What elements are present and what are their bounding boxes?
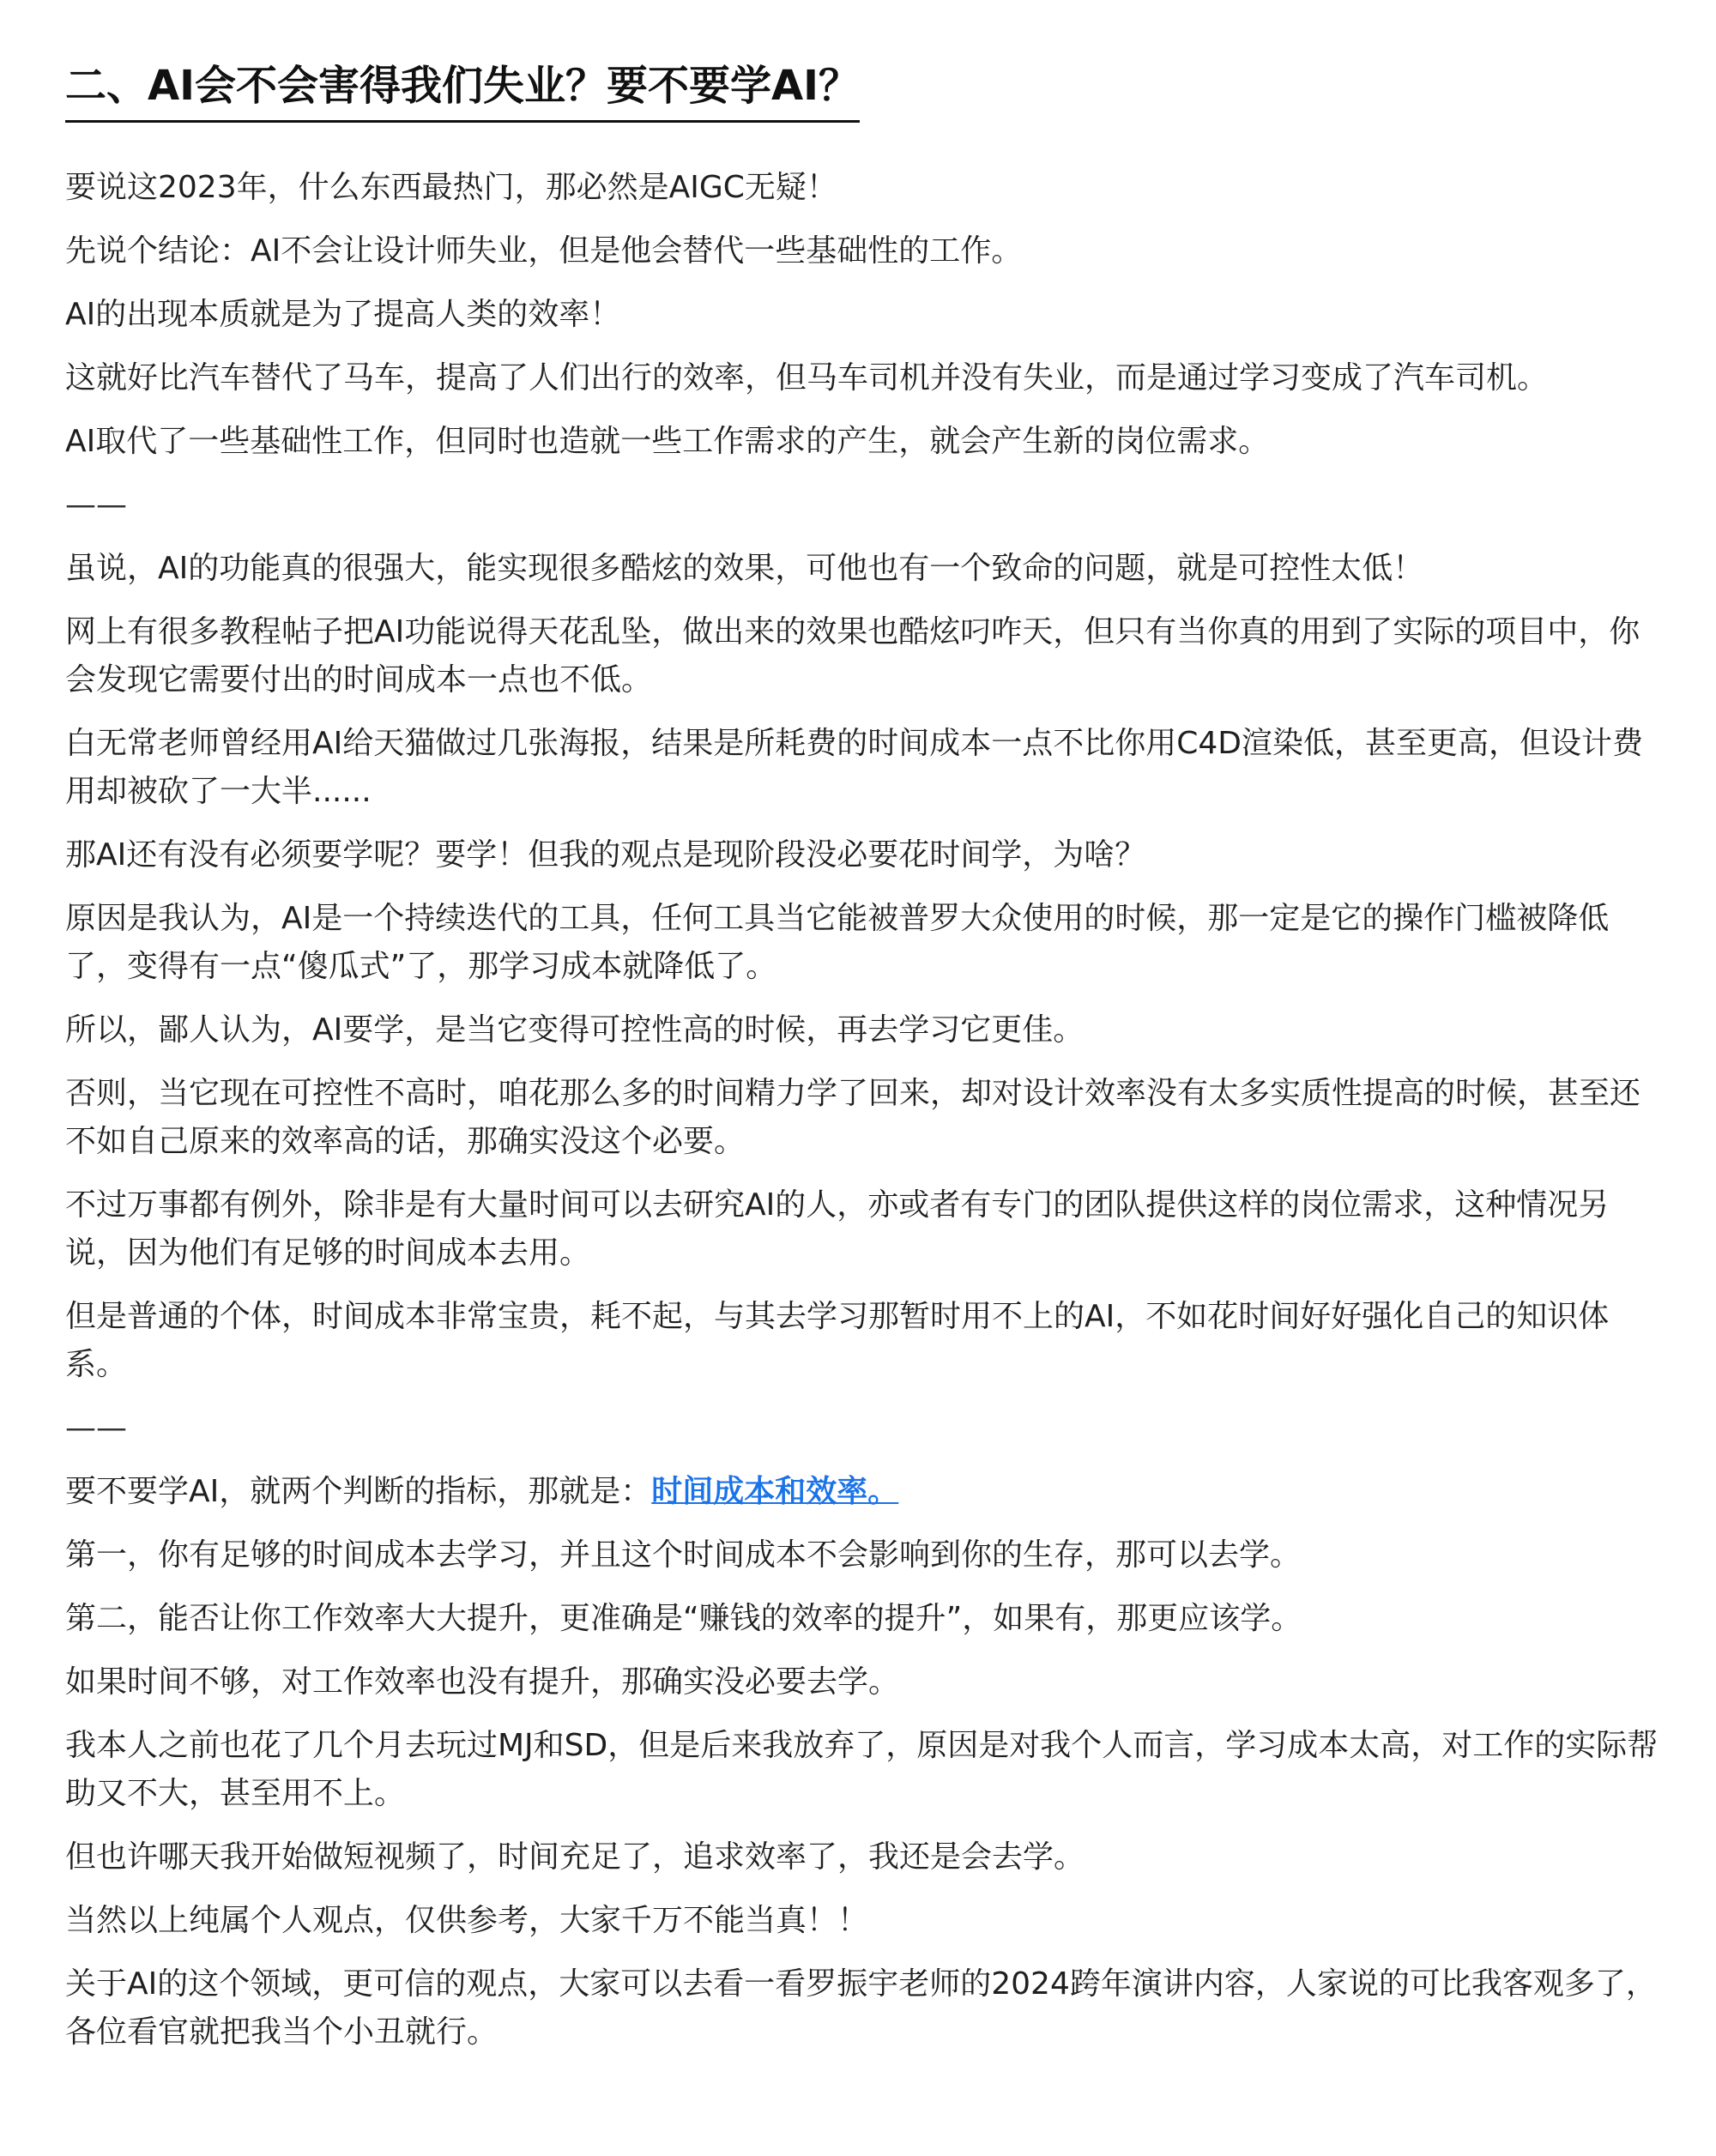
paragraph: 原因是我认为，AI是一个持续迭代的工具，任何工具当它能被普罗大众使用的时候，那一定是它的操作门槛被降低了，变得有一点“傻瓜式”了，那学习成本就降低了。 — [65, 901, 1610, 984]
paragraph: AI的出现本质就是为了提高人类的效率！ — [65, 297, 621, 332]
paragraph: 要说这2023年，什么东西最热门，那必然是AIGC无疑！ — [65, 170, 837, 205]
paragraph: 不过万事都有例外，除非是有大量时间可以去研究AI的人，亦或者有专门的团队提供这样的岗位需求，这种情况另说，因为他们有足够的时间成本去用。 — [65, 1187, 1610, 1271]
article — [65, 51, 1661, 2072]
section-title: 二、AI会不会害得我们失业？要不要学AI？ — [65, 51, 860, 123]
divider: —— — [65, 1410, 127, 1446]
paragraph-text: 要不要学AI，就两个判断的指标，那就是： — [65, 1474, 652, 1509]
paragraph: 虽说，AI的功能真的很强大，能实现很多酷炫的效果，可他也有一个致命的问题，就是可控性太低！ — [65, 551, 1424, 586]
paragraph: 但是普通的个体，时间成本非常宝贵，耗不起，与其去学习那暂时用不上的AI，不如花时间好好强化自己的知识体系。 — [65, 1299, 1610, 1382]
paragraph: 第二，能否让你工作效率大大提升，更准确是“赚钱的效率的提升”，如果有，那更应该学。 — [65, 1601, 1302, 1636]
paragraph: 第一，你有足够的时间成本去学习，并且这个时间成本不会影响到你的生存，那可以去学。 — [65, 1537, 1302, 1573]
highlight-link[interactable]: 时间成本和效率。 — [651, 1474, 899, 1509]
paragraph: 关于AI的这个领域，更可信的观点，大家可以去看一看罗振宇老师的2024跨年演讲内容，人家说的可比我客观多了，各位看官就把我当个小丑就行。 — [65, 1966, 1657, 2050]
paragraph: 但也许哪天我开始做短视频了，时间充足了，追求效率了，我还是会去学。 — [65, 1839, 1085, 1875]
paragraph: AI取代了一些基础性工作，但同时也造就一些工作需求的产生，就会产生新的岗位需求。 — [65, 424, 1270, 459]
paragraph-with-link — [65, 1468, 1661, 1516]
paragraph: 当然以上纯属个人观点，仅供参考，大家千万不能当真！！ — [65, 1903, 869, 1938]
paragraph: 我本人之前也花了几个月去玩过MJ和SD，但是后来我放弃了，原因是对我个人而言，学习成本太高，对工作的实际帮助又不大，甚至用不上。 — [65, 1728, 1659, 1811]
paragraph: 这就好比汽车替代了马车，提高了人们出行的效率，但马车司机并没有失业，而是通过学习变成了汽车司机。 — [65, 360, 1549, 396]
paragraph: 否则，当它现在可控性不高时，咱花那么多的时间精力学了回来，却对设计效率没有太多实质性提高的时候，甚至还不如自己原来的效率高的话，那确实没这个必要。 — [65, 1076, 1641, 1159]
paragraph: 先说个结论：AI不会让设计师失业，但是他会替代一些基础性的工作。 — [65, 233, 1023, 269]
divider: —— — [65, 487, 127, 522]
paragraph: 所以，鄙人认为，AI要学，是当它变得可控性高的时候，再去学习它更佳。 — [65, 1012, 1085, 1048]
paragraph: 网上有很多教程帖子把AI功能说得天花乱坠，做出来的效果也酷炫叼咋天，但只有当你真的用到了实际的项目中，你会发现它需要付出的时间成本一点也不低。 — [65, 614, 1640, 698]
paragraph: 那AI还有没有必须要学呢？要学！但我的观点是现阶段没必要花时间学，为啥？ — [65, 837, 1146, 873]
paragraph: 白无常老师曾经用AI给天猫做过几张海报，结果是所耗费的时间成本一点不比你用C4D渲染低，甚至更高，但设计费用却被砍了一大半...... — [65, 726, 1644, 809]
paragraph: 如果时间不够，对工作效率也没有提升，那确实没必要去学。 — [65, 1664, 900, 1700]
